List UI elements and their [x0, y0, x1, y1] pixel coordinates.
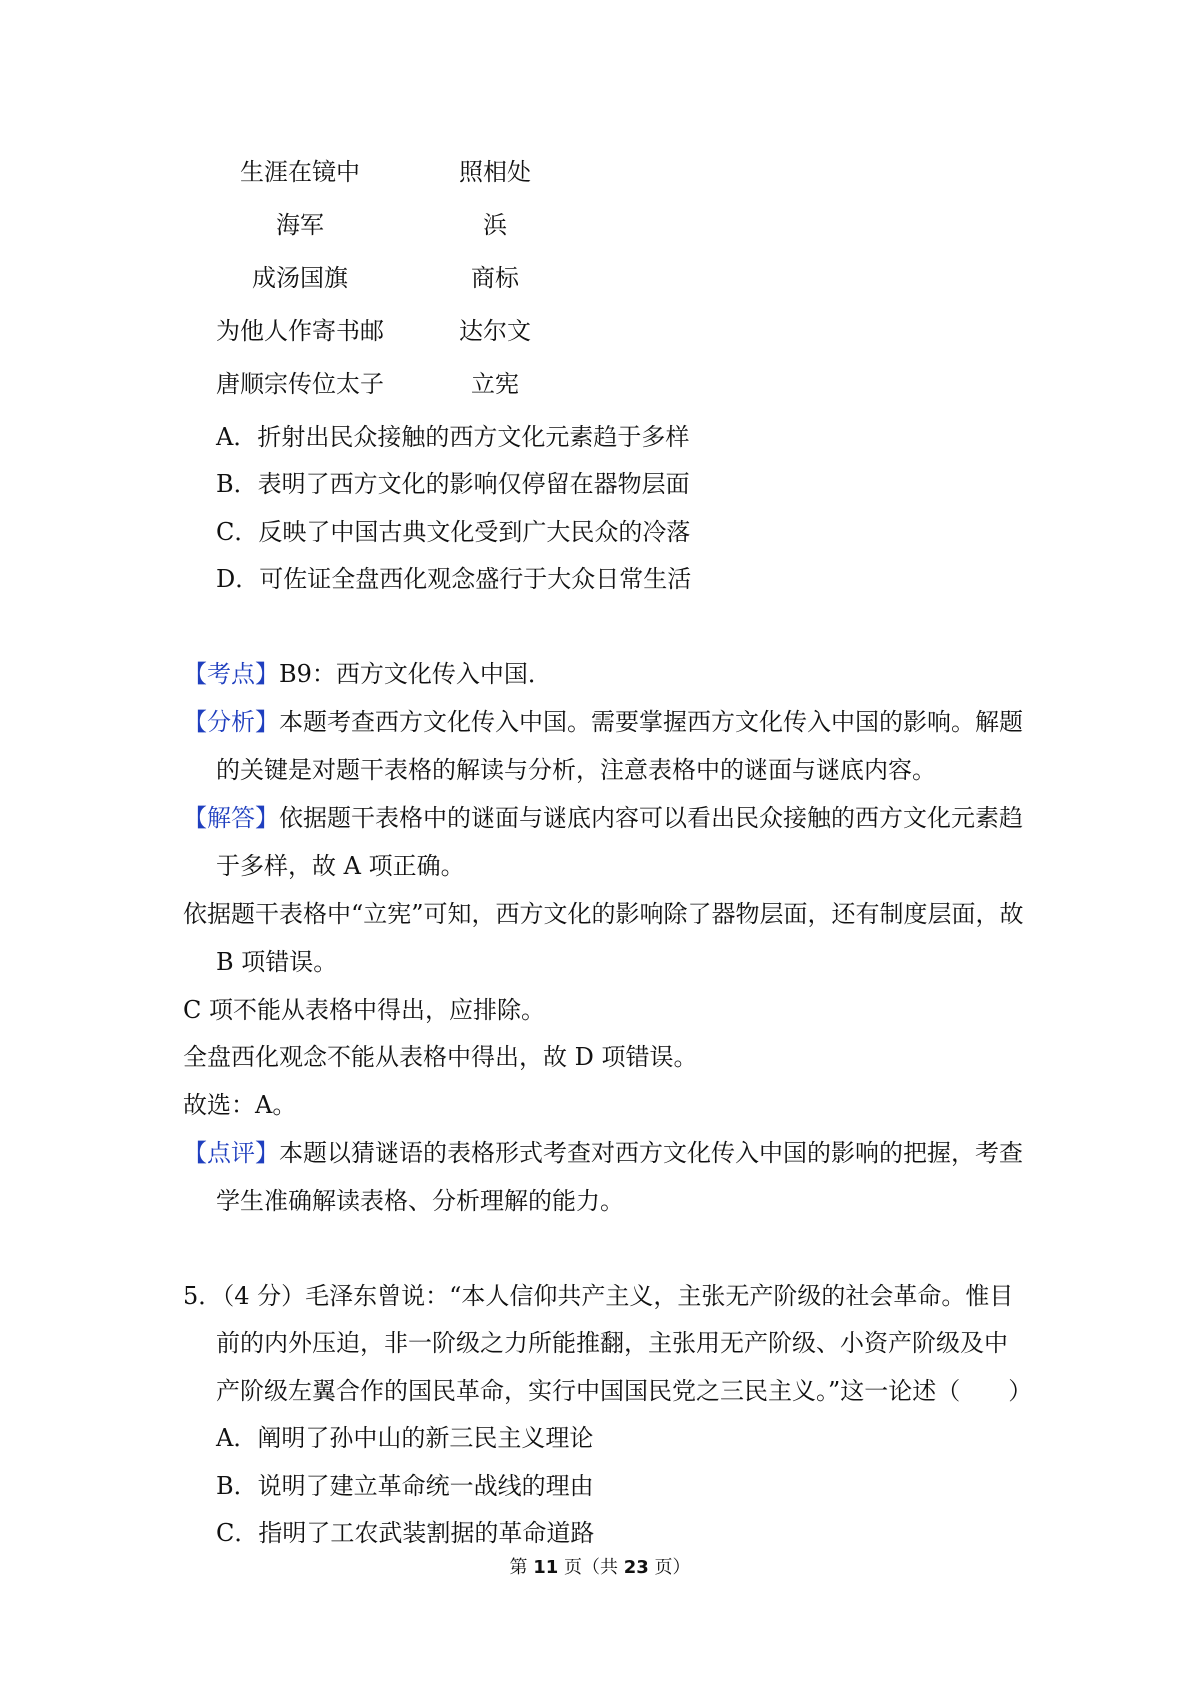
jieda-tag: 【解答】: [183, 804, 279, 832]
kaodian-text: B9：西方文化传入中国．: [279, 660, 552, 688]
riddle-answer: 浜: [483, 211, 507, 239]
dianping-line: [183, 1137, 1023, 1169]
q5-option-b: B．说明了建立革命统一战线的理由: [216, 1472, 594, 1500]
option-b-analysis: 依据题干表格中“立宪”可知，西方文化的影响除了器物层面，还有制度层面，故: [183, 900, 1024, 928]
jieda-line: [183, 802, 1023, 834]
riddle-answer: 达尔文: [459, 317, 531, 345]
page-number: 11: [533, 1557, 559, 1578]
option-c-analysis: C 项不能从表格中得出，应排除。: [183, 996, 545, 1024]
option-a: A．折射出民众接触的西方文化元素趋于多样: [216, 423, 690, 451]
jieda-text-cont: 于多样，故 A 项正确。: [216, 852, 465, 880]
riddle-answer: 立宪: [471, 370, 519, 398]
jieda-text: 依据题干表格中的谜面与谜底内容可以看出民众接触的西方文化元素趋: [279, 804, 1023, 832]
question-5-stem-cont: 前的内外压迫，非一阶级之力所能推翻，主张用无产阶级、小资产阶级及中: [216, 1329, 1008, 1357]
question-5-stem: 5．（4 分）毛泽东曾说：“本人信仰共产主义，主张无产阶级的社会革命。惟目: [183, 1282, 1014, 1310]
option-c: C．反映了中国古典文化受到广大民众的冷落: [216, 518, 691, 546]
dianping-text: 本题以猜谜语的表格形式考查对西方文化传入中国的影响的把握，考查: [279, 1139, 1023, 1167]
dianping-text-cont: 学生准确解读表格、分析理解的能力。: [216, 1187, 624, 1215]
option-d-analysis: 全盘西化观念不能从表格中得出，故 D 项错误。: [183, 1043, 698, 1071]
answer-line: 故选：A。: [183, 1091, 297, 1119]
fenxi-text: 本题考查西方文化传入中国。需要掌握西方文化传入中国的影响。解题: [279, 708, 1023, 736]
riddle-answer: 商标: [471, 264, 519, 292]
option-b: B．表明了西方文化的影响仅停留在器物层面: [216, 470, 690, 498]
page-footer: [0, 1556, 1200, 1580]
riddle-clue: 为他人作寄书邮: [216, 317, 384, 345]
riddle-clue: 海军: [276, 211, 324, 239]
q5-option-a: A．阐明了孙中山的新三民主义理论: [216, 1424, 594, 1452]
fenxi-text-cont: 的关键是对题干表格的解读与分析，注意表格中的谜面与谜底内容。: [216, 756, 936, 784]
question-5-stem-cont: 产阶级左翼合作的国民革命，实行中国国民党之三民主义。”这一论述（ ）: [216, 1377, 1033, 1405]
fenxi-tag: 【分析】: [183, 708, 279, 736]
riddle-clue: 生涯在镜中: [240, 158, 360, 186]
footer-suffix: 页）: [654, 1557, 691, 1578]
option-b-analysis-cont: B 项错误。: [216, 948, 338, 976]
option-d: D．可佐证全盘西化观念盛行于大众日常生活: [216, 565, 692, 593]
q5-option-c: C．指明了工农武装割据的革命道路: [216, 1519, 595, 1547]
riddle-answer: 照相处: [459, 158, 531, 186]
riddle-clue: 唐顺宗传位太子: [216, 370, 384, 398]
page-total: 23: [623, 1557, 649, 1578]
footer-prefix: 第: [509, 1557, 528, 1578]
dianping-tag: 【点评】: [183, 1139, 279, 1167]
fenxi-line: [183, 706, 1023, 738]
footer-middle: 页（共: [564, 1557, 618, 1578]
kaodian-line: [183, 658, 552, 690]
riddle-clue: 成汤国旗: [252, 264, 348, 292]
kaodian-tag: 【考点】: [183, 660, 279, 688]
